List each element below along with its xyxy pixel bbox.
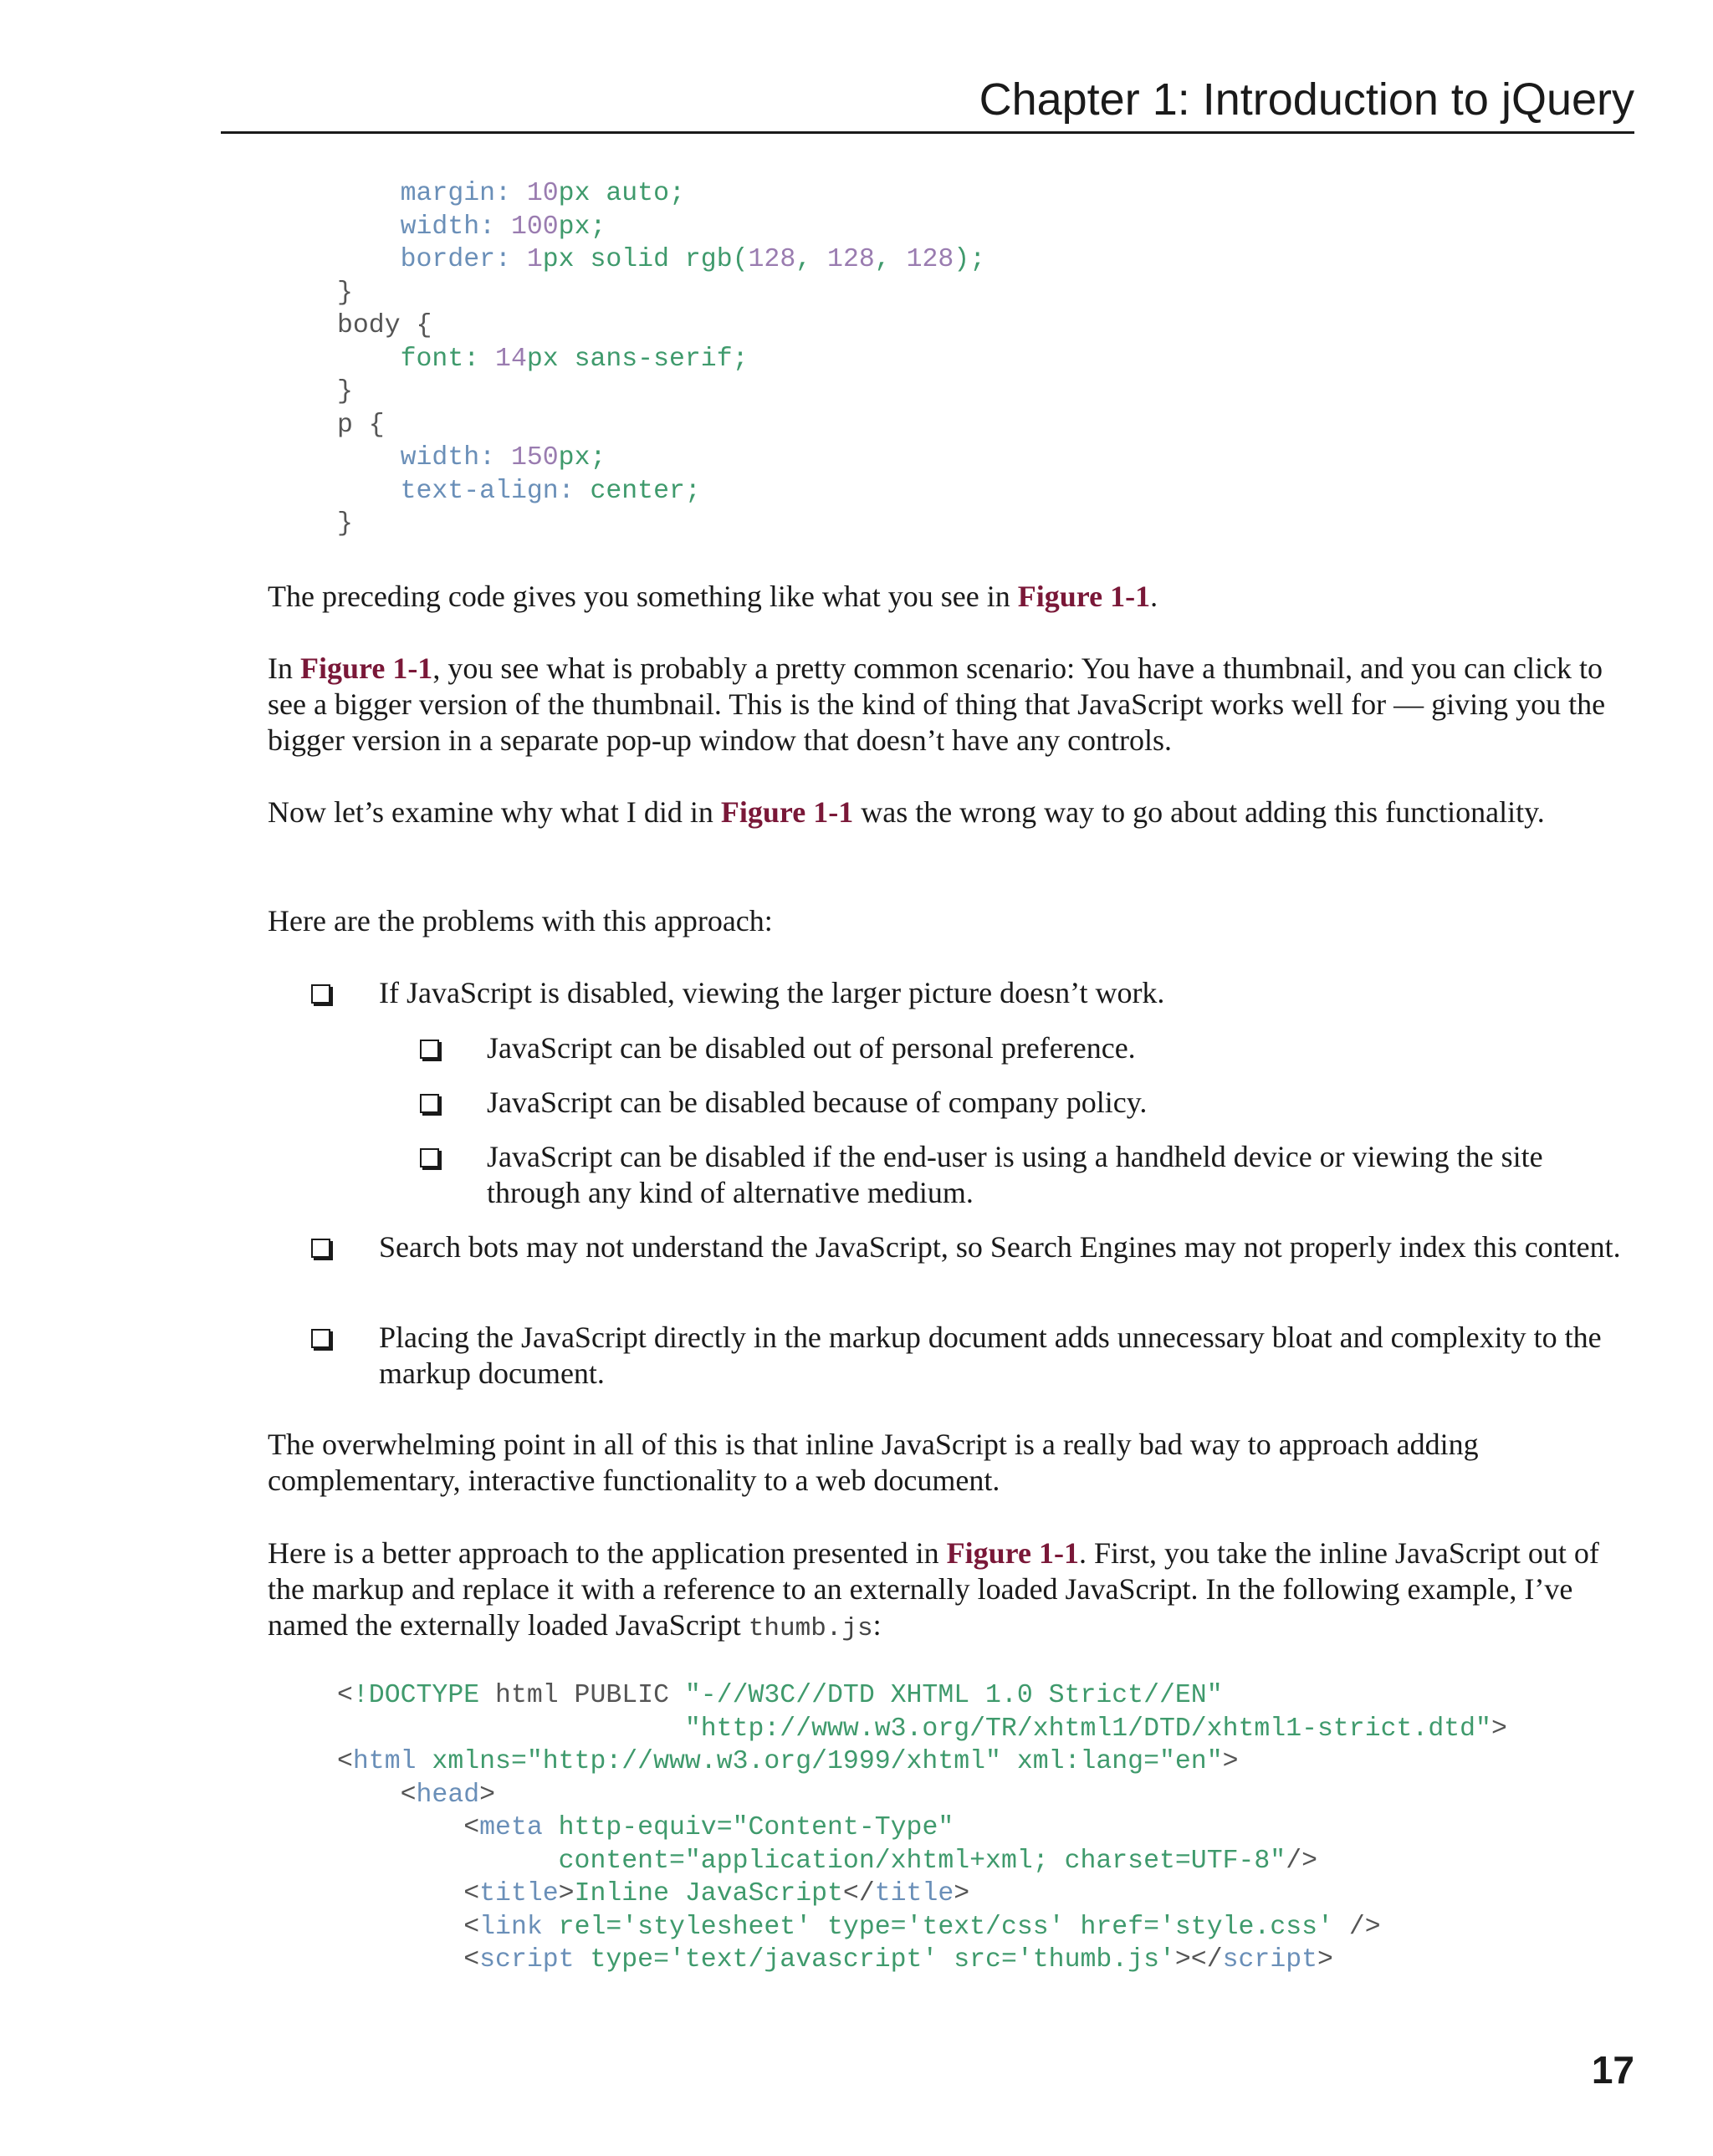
paragraph-scenario: In Figure 1-1, you see what is probably a pretty common scenario: You have a thumbnail, and you can click to see a bigger version of the thumbnail. This is the kind of thing that JavaScript works well for — giving you the bigger version in a separate pop-up window that doesn’t have any controls. [268, 651, 1606, 757]
checkbox-bullet-icon [311, 984, 330, 1004]
paragraph-examine: Now let’s examine why what I did in Figure 1-1 was the wrong way to go about adding this functionality. [268, 795, 1545, 829]
paragraph-overwhelming-point: The overwhelming point in all of this is that inline JavaScript is a really bad way to approach adding complementary, interactive functionality to a web document. [268, 1428, 1479, 1497]
css-code-block: margin: 10px auto; width: 100px; border: 1px solid rgb(128, 128, 128); } body { font: 14px sans-serif; } p { width: 150px; text-align: center; } [337, 179, 986, 539]
paragraph-intro: The preceding code gives you something like what you see in Figure 1-1. [268, 580, 1158, 613]
html-code-block: <!DOCTYPE html PUBLIC "-//W3C//DTD XHTML 1.0 Strict//EN" "http://www.w3.org/TR/xhtml1/DTD/xhtml1-strict.dtd"> <html xmlns="http://www.w3.org/1999/xhtml" xml:lang="en"> <head> <meta http-equiv="Content-Type" content="application/xhtml+xml; charset=UTF-8"/> <title>Inline JavaScript</title> <link rel='stylesheet' type='text/css' href='style.css' /> <script type='text/javascript' src='thumb.js'></script> [337, 1681, 1507, 1975]
figure-reference: Figure 1-1 [1017, 580, 1151, 613]
figure-reference: Figure 1-1 [946, 1536, 1079, 1570]
figure-reference: Figure 1-1 [720, 795, 854, 829]
checkbox-bullet-icon [311, 1329, 330, 1348]
checkbox-bullet-icon [420, 1148, 439, 1167]
checkbox-bullet-icon [311, 1239, 330, 1258]
header-rule [221, 131, 1634, 134]
checkbox-bullet-icon [420, 1040, 439, 1059]
checkbox-bullet-icon [420, 1094, 439, 1113]
paragraph-better-approach: Here is a better approach to the application presented in Figure 1-1. First, you take the inline JavaScript out of the markup and replace it with a reference to an externally loaded JavaScript. In the following example, I’ve named the externally loaded JavaScript thumb.js: [268, 1536, 1599, 1643]
chapter-header: Chapter 1: Introduction to jQuery [979, 74, 1634, 125]
inline-code-filename: thumb.js [748, 1614, 873, 1643]
page-number: 17 [1591, 2048, 1634, 2092]
paragraph-problems-intro: Here are the problems with this approach: [268, 904, 773, 938]
figure-reference: Figure 1-1 [300, 651, 433, 685]
